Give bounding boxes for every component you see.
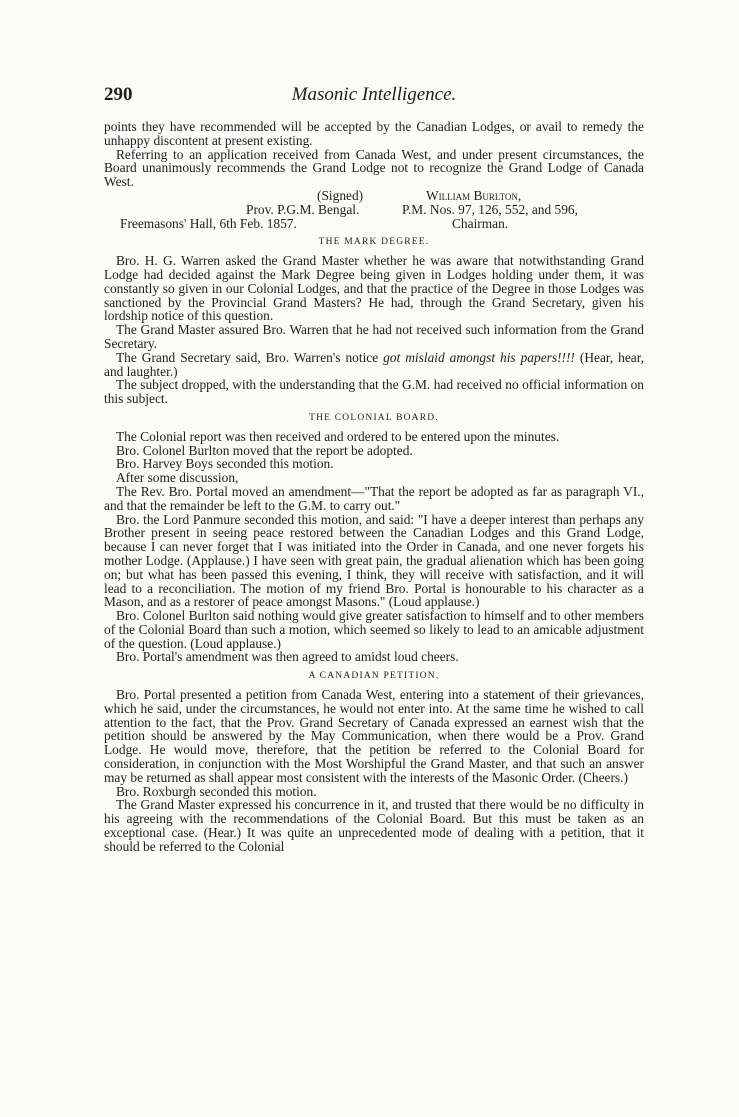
paragraph: Bro. Roxburgh seconded this motion. <box>116 783 317 799</box>
paragraph: After some discussion, <box>116 470 239 486</box>
paragraph: The subject dropped, with the understanding that the G.M. had received no official information on this subject. <box>104 377 644 407</box>
paragraph: Bro. Harvey Boys seconded this motion. <box>116 456 334 472</box>
paragraph: Bro. Portal presented a petition from Canada West, entering into a statement of their grievances, which he said, under the circumstances, he would not enter into. At the same time he wished to call attention to the fact, that the Prov. Grand Secretary of Canada expressed an earnest wish that the petition should be answered by the May Communication, when there would be a Prov. Grand Lodge. He would move, therefore, that the petition be referred to the Colonial Board for consideration, in conjunction with the Most Worshipful the Grand Master, and that such an answer may be returned as shall appear most consistent with the interests of the Masonic Order. (Cheers.) <box>104 687 644 785</box>
paragraph: Bro. the Lord Panmure seconded this motion, and said: "I have a deeper interest than perhaps any Brother present in seeing peace restored between the Canadian Lodges and this Grand Lodge, because I can never forget that I was initiated into the Order in Canada, and one never forgets his mother Lodge. (Applause.) I have seen with great pain, the gradual alienation which has been going on; but what has been passed this evening, I think, they will receive with satisfaction, and it will lead to a reconciliation. The motion of my friend Bro. Portal is honourable to his character as a Mason, and as a restorer of peace amongst Masons." (Loud applause.) <box>104 511 644 610</box>
signature-line-3 <box>104 217 644 231</box>
paragraph <box>104 351 644 379</box>
running-header <box>104 84 644 110</box>
signatory-name: William Burlton, <box>426 187 522 203</box>
paragraph: The Grand Master assured Bro. Warren that he had not received such information from the Grand Secretary. <box>104 322 644 351</box>
paragraph: The Grand Master expressed his concurrence in it, and trusted that there would be no difficulty in his agreeing with the recommendations of the Colonial Board. But this must be taken as an exceptional case. (Hear.) It was quite an unprecedented mode of dealing with a petition, that it should be referred to the Colonial <box>104 797 644 854</box>
paragraph: The Rev. Bro. Portal moved an amendment—"That the report be adopted as far as paragraph VI., and that the remainder be left to the G.M. to carry out." <box>104 483 644 513</box>
signed-label: (Signed) <box>317 187 364 203</box>
paragraph: Bro. H. G. Warren asked the Grand Master whether he was aware that notwithstanding Grand Lodge had decided against the Mark Degree being given in Lodges holding under them, it was constantly so given in our Colonial Lodges, and that the practice of the Degree in those Lodges was sanctioned by the Provincial Grand Masters? He had, through the Grand Secretary, given his lordship notice of this question. <box>104 253 644 324</box>
paragraph: Bro. Portal's amendment was then agreed to amidst loud cheers. <box>116 649 459 665</box>
signatory-office: Prov. P.G.M. Bengal. <box>246 201 360 217</box>
text-run: The Grand Secretary said, Bro. Warren's notice <box>116 349 379 365</box>
paragraph: points they have recommended will be accepted by the Canadian Lodges, or avail to remedy the unhappy discontent at present existing. <box>104 119 644 148</box>
signatory-role: Chairman. <box>452 215 509 231</box>
text-run: (Hear, hear, and laughter.) <box>104 349 644 379</box>
page-body <box>104 120 644 854</box>
section-heading-canadian-petition: A CANADIAN PETITION. <box>308 671 440 682</box>
running-title: Masonic Intelligence. <box>291 84 457 105</box>
italic-run: got mislaid amongst his papers!!!! <box>383 349 575 365</box>
place-date: Freemasons' Hall, 6th Feb. 1857. <box>120 215 297 231</box>
section-heading-colonial-board: THE COLONIAL BOARD. <box>309 412 439 423</box>
section-heading-mark-degree: THE MARK DEGREE. <box>318 237 430 248</box>
paragraph: The Colonial report was then received and ordered to be entered upon the minutes. <box>116 428 560 444</box>
page-number: 290 <box>104 84 133 105</box>
signatory-lodges: P.M. Nos. 97, 126, 552, and 596, <box>402 201 578 217</box>
signature-line-1 <box>104 189 644 203</box>
signature-line-2 <box>104 203 644 217</box>
paragraph: Bro. Colonel Burlton said nothing would give greater satisfaction to himself and to other members of the Colonial Board than such a motion, which seemed so likely to lead to an amicable adjustment of the question. (Loud applause.) <box>104 608 644 651</box>
paragraph: Bro. Colonel Burlton moved that the report be adopted. <box>116 442 413 458</box>
paragraph: Referring to an application received from Canada West, and under present circumstances, the Board unanimously recommends the Grand Lodge not to recognize the Grand Lodge of Canada West. <box>104 146 644 190</box>
